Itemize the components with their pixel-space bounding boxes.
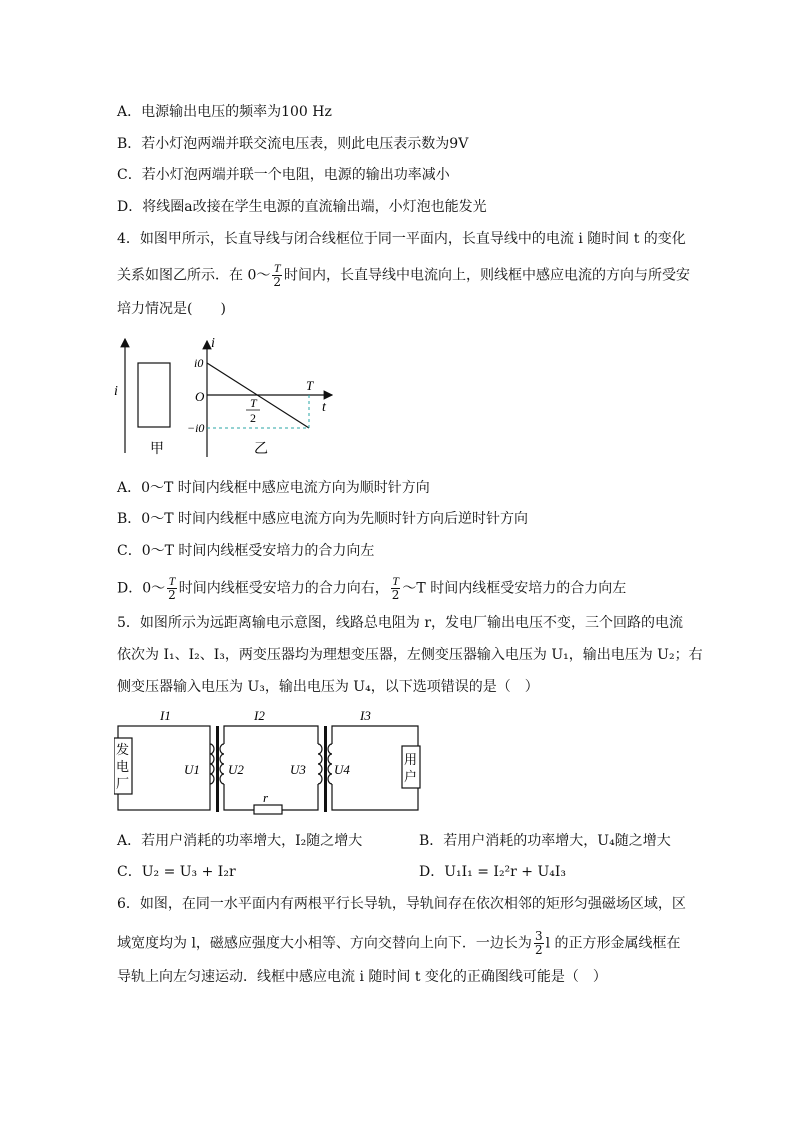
transformer-1-primary-coil [210,744,214,784]
q3-option-a: A．电源输出电压的频率为100 Hz [117,104,332,120]
plant-char-1: 发 [116,742,130,757]
q3-option-d: D．将线圈a改接在学生电源的直流输出端，小灯泡也能发光 [117,199,487,215]
I1-label: I1 [160,708,171,723]
fraction-numerator: T [273,261,281,275]
I3-label: I3 [360,708,371,723]
option-d-fraction-1 [167,575,177,602]
q3-option-c: C．若小灯泡两端并联一个电阻，电源的输出功率减小 [117,167,450,183]
fraction-numerator: 3 [534,929,543,943]
U1-label: U1 [184,762,200,777]
q5-transmission-diagram [114,704,424,820]
half-period-fraction [272,262,282,289]
U2-label: U2 [228,762,244,777]
transformer-1-secondary-coil [220,744,224,784]
transformer-2-secondary-coil [328,744,332,784]
wire-current-label: i [114,384,118,399]
fraction-numerator: T [168,574,176,588]
fraction-numerator: T [392,574,399,588]
q6-stem-text-a: 域宽度均为 l，磁感应强度大小相等、方向交替向上向下．一边长为 [117,935,532,952]
q4-option-d [117,575,626,602]
plant-char-2: 电 [116,759,130,774]
line-resistor [254,805,282,814]
q4-stem-text-a: 关系如图乙所示．在 0～ [117,267,271,284]
q6-stem-line2 [117,930,681,957]
fraction-denominator: 2 [168,588,176,602]
q5-option-a: A．若用户消耗的功率增大，I₂随之增大 [117,833,363,849]
option-d-fraction-2 [391,575,401,602]
q4-option-a: A．0～T 时间内线框中感应电流方向为顺时针方向 [117,480,430,496]
half-T-denominator: 2 [250,411,256,425]
plant-char-3: 厂 [116,776,130,791]
side-length-fraction [534,930,544,957]
U3-label: U3 [290,762,306,777]
label-jia: 甲 [150,442,164,457]
q3-option-b: B．若小灯泡两端并联交流电压表，则此电压表示数为9V [117,136,469,152]
I2-label: I2 [254,708,265,723]
closed-frame [138,363,170,427]
user-char-2: 户 [404,769,418,784]
r-label: r [263,790,269,805]
q4-option-c: C．0～T 时间内线框受安培力的合力向左 [117,543,375,559]
q4-option-d-text-c: ～T 时间内线框受安培力的合力向左 [402,580,627,597]
transformer-1-core [216,726,219,812]
q4-stem-line2 [117,262,690,289]
label-yi: 乙 [254,442,268,457]
q4-stem-line3: 培力情况是( ) [117,301,226,317]
neg-i0-label: −i0 [187,421,205,435]
origin-label: O [195,389,205,404]
q4-option-d-text-b: 时间内线框受安培力的合力向右， [178,580,389,597]
q4-option-d-text-a: D．0～ [117,580,166,597]
U4-label: U4 [334,762,350,777]
fraction-denominator: 2 [391,588,400,602]
half-T-numerator: T [250,396,257,410]
q6-stem-line1: 6．如图，在同一水平面内有两根平行长导轨，导轨间存在依次相邻的矩形匀强磁场区域，区 [117,896,686,912]
user-char-1: 用 [404,752,418,767]
q4-figure [110,335,350,465]
q5-option-c: C．U₂ = U₃ + I₂r [117,864,236,880]
q6-stem-line3: 导轨上向左匀速运动．线框中感应电流 i 随时间 t 变化的正确图线可能是（ ） [117,969,607,985]
fraction-denominator: 2 [273,275,281,289]
i0-label: i0 [194,356,204,370]
q6-stem-text-b: l 的正方形金属线框在 [545,935,681,952]
q5-stem-line1: 5．如图所示为远距离输电示意图，线路总电阻为 r，发电厂输出电压不变，三个回路的电流 [117,615,684,631]
axis-t-label: t [322,400,326,415]
axis-i-label: i [211,336,215,351]
q5-stem-line2: 依次为 I₁、I₂、I₃，两变压器均为理想变压器，左侧变压器输入电压为 U₁，输出电压为 U₂；右 [117,647,703,663]
transformer-2-primary-coil [318,744,322,784]
q5-option-b: B．若用户消耗的功率增大，U₄随之增大 [419,833,671,849]
q5-stem-line3: 侧变压器输入电压为 U₃，输出电压为 U₄，以下选项错误的是（ ） [117,679,539,695]
T-label: T [306,378,314,393]
fraction-denominator: 2 [534,943,543,957]
transformer-2-core [324,726,327,812]
q4-stem-text-b: 时间内，长直导线中电流向上，则线框中感应电流的方向与所受安 [284,267,690,284]
q5-option-d: D．U₁I₁ = I₂²r + U₄I₃ [419,864,567,880]
q4-option-b: B．0～T 时间内线框中感应电流方向为先顺时针方向后逆时针方向 [117,511,528,527]
q4-stem-line1: 4．如图甲所示，长直导线与闭合线框位于同一平面内，长直导线中的电流 i 随时间 t 的变化 [117,231,686,247]
